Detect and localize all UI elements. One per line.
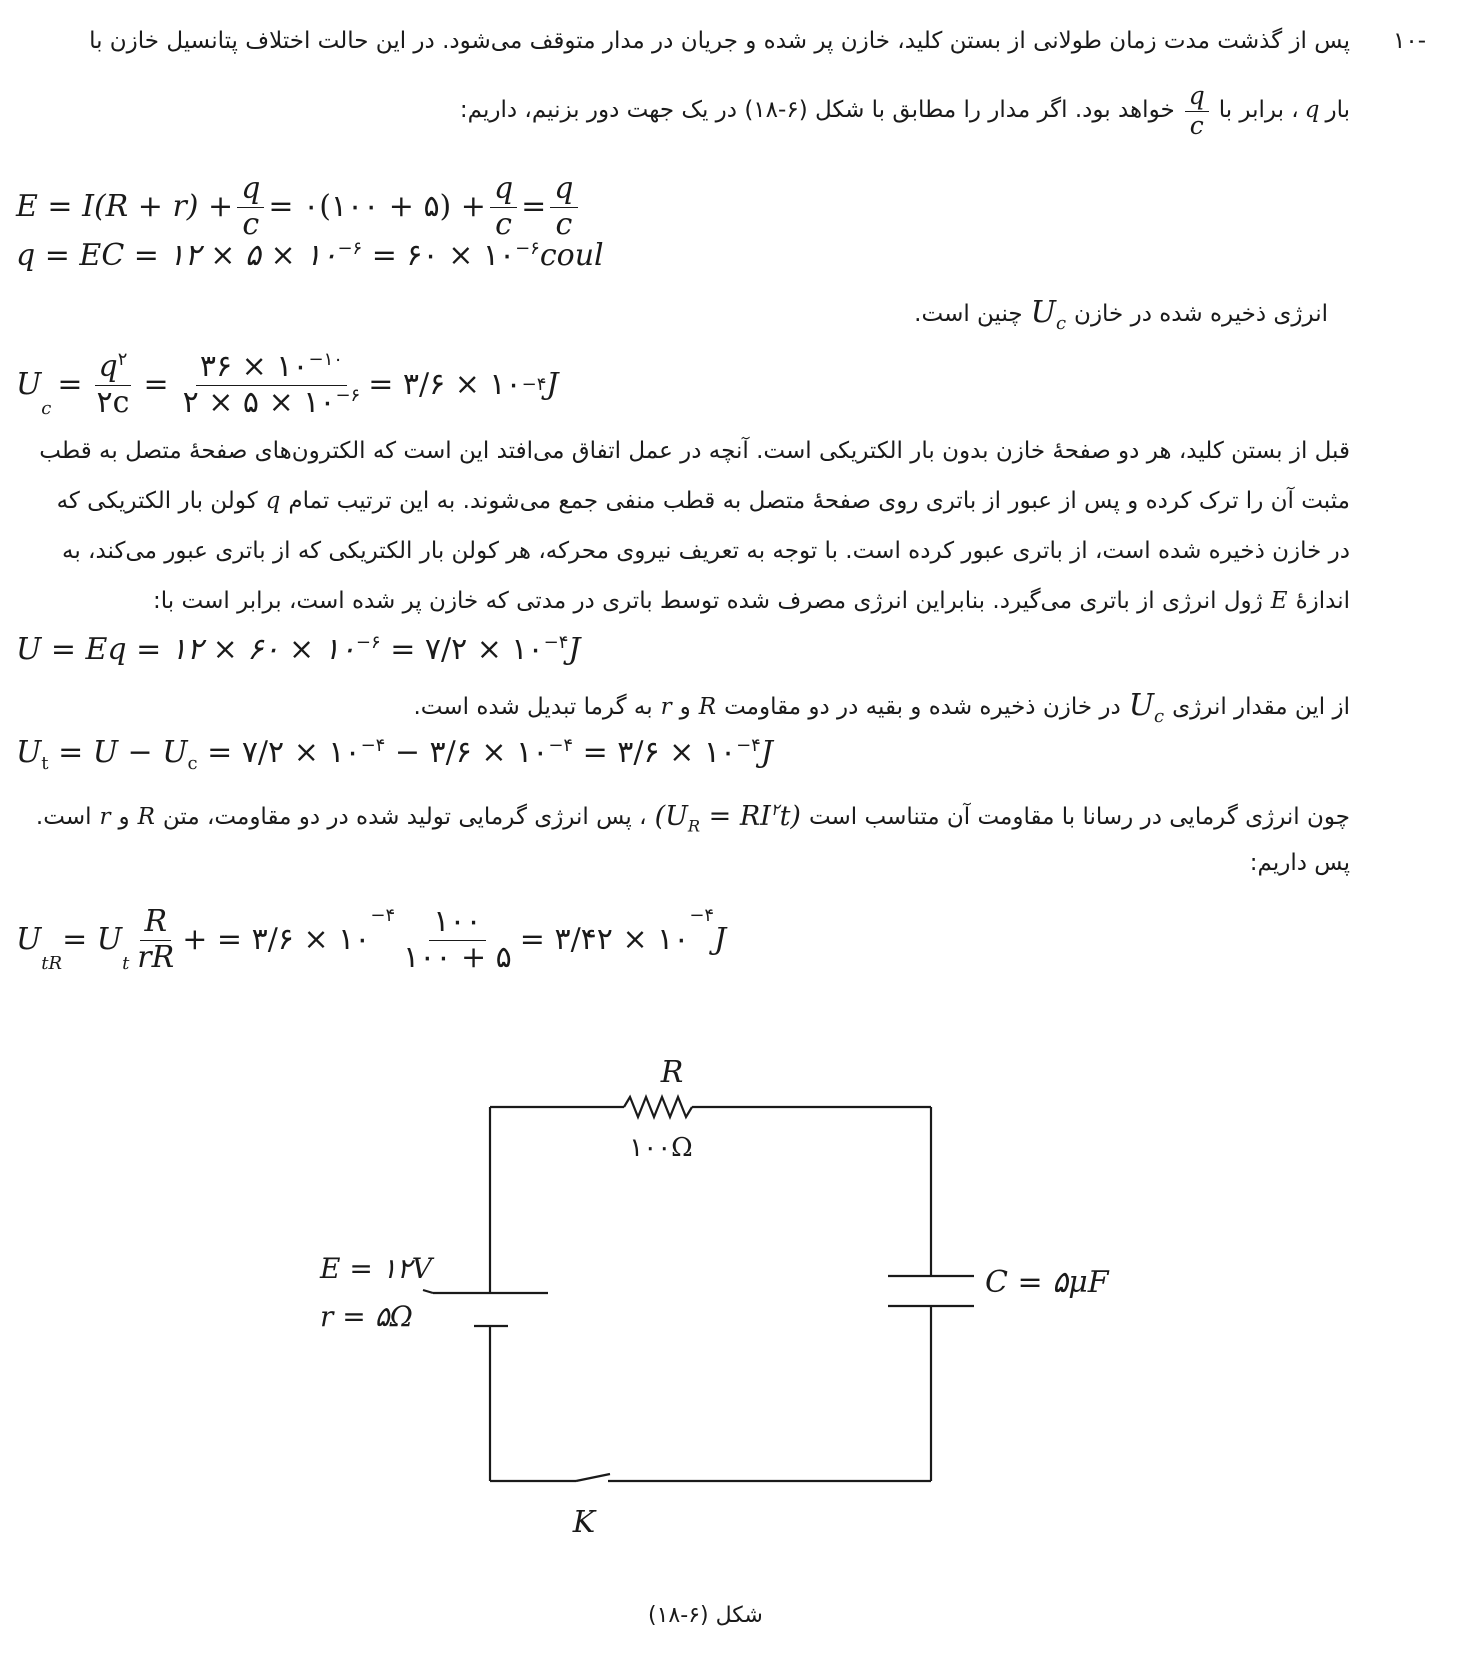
- text-segment: و: [679, 694, 691, 720]
- math-symbol: R: [698, 694, 717, 720]
- eq6-exp1: −۴: [370, 905, 396, 926]
- denominator: ۲c: [96, 384, 130, 420]
- numerator-exp: −۱۰: [308, 349, 343, 370]
- denominator: c: [242, 206, 260, 242]
- text-segment: و: [118, 804, 130, 831]
- text-segment: خواهد بود. اگر مدار را مطابق با شکل (۶-۱۸) در یک جهت دور بزنیم، داریم:: [459, 97, 1175, 124]
- eq2-exp1: −۶: [337, 238, 363, 259]
- eq3-unit: J: [546, 367, 559, 402]
- numerator: R: [140, 905, 171, 941]
- resistor-zigzag: [624, 1097, 692, 1117]
- numerator: q: [1185, 82, 1209, 112]
- para3-line-2: پس داریم:: [1249, 850, 1350, 876]
- eq5-d: − ۳/۶ × ۱۰: [385, 735, 549, 770]
- denominator: rR: [137, 939, 175, 975]
- eq6-sub2: t: [122, 953, 130, 975]
- text-segment: کولن بار الکتریکی که: [56, 488, 258, 514]
- eq6-sub1: tR: [41, 953, 63, 975]
- capacitor-label: C = ۵μF: [985, 1265, 1109, 1300]
- eq1-lhs: E = I(R + r) +: [16, 189, 234, 224]
- eq2-exp2: −۶: [515, 238, 540, 259]
- eq5-c: = ۷/۲ × ۱۰: [197, 735, 361, 770]
- eq5-exp3: −۴: [736, 735, 761, 756]
- battery-label-tick: [423, 1290, 433, 1293]
- numerator: q: [490, 172, 517, 208]
- eq5-unit: J: [760, 735, 773, 770]
- eq5-exp1: −۴: [360, 735, 386, 756]
- eq6-d: = ۳/۴۲ × ۱۰: [519, 922, 690, 957]
- eq6-U: U: [16, 922, 42, 957]
- text-segment: به گرما تبدیل شده است.: [413, 694, 653, 720]
- text-segment: ، برابر با: [1218, 97, 1299, 124]
- para1-line-1: قبل از بستن کلید، هر دو صفحهٔ خازن بدون بار الکتریکی است. آنچه در عمل اتفاق می‌افتد این است که الکترون‌های صفحهٔ متصل به قطب: [39, 438, 1350, 464]
- numerator: ۱۰۰: [429, 905, 485, 941]
- text-segment: اندازهٔ: [1295, 588, 1350, 614]
- numerator-q: q: [98, 349, 118, 384]
- formula-sub: R: [687, 816, 701, 836]
- math-symbol: r: [99, 804, 111, 831]
- switch-blade: [576, 1474, 610, 1481]
- math-symbol: R: [137, 804, 155, 831]
- circuit-wires: [423, 1097, 974, 1481]
- denominator: c: [555, 206, 573, 242]
- text-segment: انرژی ذخیره شده در خازن: [1074, 301, 1328, 327]
- formula-c: t): [779, 801, 801, 832]
- math-symbol: q: [265, 488, 281, 514]
- eq2-b: = ۶۰ × ۱۰: [362, 238, 516, 273]
- equals-sign: =: [143, 367, 169, 402]
- math-symbol: E: [1270, 588, 1288, 614]
- symbol-sub: c: [1154, 706, 1165, 727]
- eq4-exp1: −۶: [355, 632, 381, 653]
- figure-caption: شکل (۶-۱۸): [648, 1603, 763, 1628]
- text-segment: چون انرژی گرمایی در رسانا با مقاومت آن متناسب است: [808, 804, 1350, 831]
- eq3-result-exp: −۴: [521, 374, 547, 396]
- eq5-b: = U − U: [48, 735, 188, 770]
- problem-number: -۱۰: [1392, 28, 1426, 54]
- internal-resistance-label: r = ۵Ω: [320, 1300, 413, 1333]
- eq5-a: U: [16, 735, 42, 770]
- numerator: q: [550, 172, 577, 208]
- eq6-c: + = ۳/۶ × ۱۰: [182, 922, 371, 957]
- denominator-value: ۲ × ۵ × ۱۰: [182, 384, 336, 420]
- numerator-exp: ۲: [117, 349, 128, 370]
- problem-line-1: پس از گذشت مدت زمان طولانی از بستن کلید، خازن پر شده و جریان در مدار متوقف می‌شود. در این حالت اختلاف پتانسیل خازن با: [89, 28, 1350, 54]
- denominator-exp: −۶: [335, 384, 361, 406]
- formula-b: = RI: [700, 801, 771, 832]
- switch-label: K: [572, 1505, 596, 1540]
- eq4-unit: J: [568, 632, 581, 667]
- eq1-mid: = ۰(۱۰۰ + ۵) +: [268, 189, 486, 224]
- para1-line-3: در خازن ذخیره شده است، از باتری عبور کرده است. با توجه به تعریف نیروی محرکه، هر کولن بار الکتریکی که از باتری عبور می‌کند، به: [62, 538, 1350, 564]
- math-symbol: r: [660, 694, 672, 720]
- emf-label: E = ۱۲V: [320, 1252, 432, 1285]
- eq6-b: = U: [62, 922, 123, 957]
- symbol-U: U: [1030, 295, 1056, 330]
- eq5-exp2: −۴: [548, 735, 574, 756]
- denominator: c: [495, 206, 512, 242]
- denominator: ۱۰۰ + ۵: [403, 939, 512, 975]
- text-segment: ژول انرژی از باتری می‌گیرد. بنابراین انرژی مصرف شده توسط باتری در مدتی که خازن پر شده است، برابر است با:: [153, 588, 1263, 614]
- numerator: q: [237, 172, 264, 208]
- formula-a: (U: [654, 801, 688, 832]
- text-segment: است.: [35, 804, 92, 831]
- text-segment: بار: [1325, 97, 1350, 124]
- eq5-sub2: c: [187, 753, 198, 774]
- eq4-b: = ۷/۲ × ۱۰: [380, 632, 544, 667]
- symbol-sub: c: [1055, 313, 1067, 334]
- eq2-unit: coul: [539, 238, 604, 273]
- eq6-exp2: −۴: [689, 905, 715, 926]
- eq5-sub1: t: [41, 753, 49, 774]
- text-segment: مثبت آن را ترک کرده و پس از عبور از باتری روی صفحهٔ متصل به قطب منفی جمع می‌شوند. به این ترتیب تمام: [288, 488, 1350, 514]
- eq3-result: = ۳/۶ × ۱۰: [368, 367, 522, 402]
- text-segment: در خازن ذخیره شده و بقیه در دو مقاومت: [724, 694, 1121, 720]
- math-symbol: q: [1304, 97, 1320, 124]
- equals-sign: =: [57, 367, 83, 402]
- eq5-e: = ۳/۶ × ۱۰: [573, 735, 737, 770]
- numerator-value: ۳۶ × ۱۰: [199, 349, 309, 384]
- eq6-unit: J: [714, 922, 727, 957]
- text-segment: ، پس انرژی گرمایی تولید شده در دو مقاومت، متن: [162, 804, 647, 831]
- symbol-U: U: [1128, 688, 1155, 723]
- denominator: c: [1189, 110, 1204, 140]
- formula-sup: ۲: [770, 800, 780, 819]
- eq2-a: q = EC = ۱۲ × ۵ × ۱۰: [16, 238, 338, 273]
- text-segment: چنین است.: [914, 301, 1023, 327]
- eq1-equals: =: [521, 189, 547, 224]
- eq3-U: U: [16, 367, 42, 402]
- resistor-value: ۱۰۰Ω: [629, 1133, 693, 1163]
- eq4-a: U = Eq = ۱۲ × ۶۰ × ۱۰: [16, 632, 356, 667]
- eq3-sub: c: [41, 398, 52, 420]
- text-segment: از این مقدار انرژی: [1172, 694, 1350, 720]
- resistor-label: R: [660, 1055, 684, 1090]
- eq4-exp2: −۴: [543, 632, 569, 653]
